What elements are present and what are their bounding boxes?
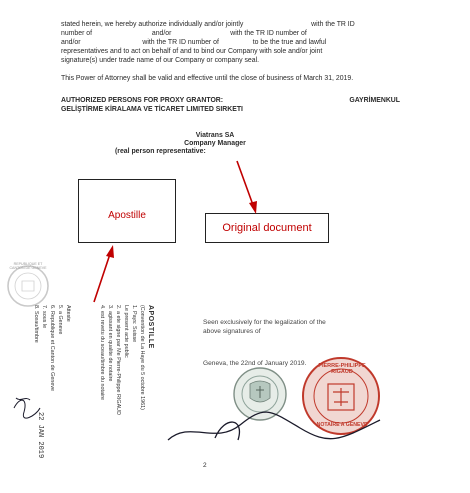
original-document-annotation-label: Original document bbox=[222, 222, 312, 234]
paragraph-line: and/or with the TR ID number of to be the true and lawful bbox=[61, 39, 327, 46]
page-number: 2 bbox=[203, 462, 207, 469]
apostille-attested: Atteste bbox=[65, 305, 71, 322]
apostille-annotation-label: Apostille bbox=[108, 210, 146, 221]
apostille-line: 5. a Geneve bbox=[57, 305, 63, 335]
legalization-text bbox=[203, 318, 326, 336]
notary-seal-name: PIERRE-PHILIPPE RIGAUD bbox=[318, 363, 366, 375]
signatory-role: (real person representative: bbox=[115, 148, 206, 155]
apostille-line: 4. est revetu du sceau/timbre du notaire bbox=[99, 305, 105, 400]
legalization-line2: above signatures of bbox=[203, 328, 261, 335]
paragraph-line: representatives and to act on behalf of and to bind our Company with sole and/or joint bbox=[61, 48, 323, 55]
paragraph-line: signature(s) under trade name of our Company or company seal. bbox=[61, 57, 260, 64]
apostille-number: 22 JAN 2019 bbox=[36, 412, 44, 459]
arrow-to-original-icon bbox=[237, 161, 257, 214]
apostille-convention: (Convention de La Haye du 5 octobre 1961) bbox=[139, 305, 145, 410]
apostille-line: 6. Republique et Canton de Geneve bbox=[49, 305, 55, 392]
signatory-title: Company Manager bbox=[184, 140, 246, 147]
apostille-line: 7. sous le bbox=[41, 305, 47, 329]
apostille-line: 1. Pays: Suisse bbox=[131, 305, 137, 343]
paragraph-line: stated herein, we hereby authorize individually and/or jointly with the TR ID bbox=[61, 21, 355, 28]
arrow-to-apostille-icon bbox=[94, 245, 114, 302]
signatory-company: Viatrans SA bbox=[195, 132, 235, 139]
apostille-line: 8. Sceau/timbre bbox=[33, 305, 39, 343]
apostille-line: 2. a ete signe par Me Pierre-Philippe RIGAUD bbox=[115, 305, 121, 415]
company-name: GELİŞTİRME KİRALAMA VE TİCARET LIMITED SIRKETI bbox=[61, 106, 243, 113]
apostille-line: 3. agissant en qualite de notaire bbox=[107, 305, 113, 382]
legalization-line1: Seen exclusively for the legalization of the bbox=[203, 319, 326, 326]
legalization-place-date: Geneva, the 22nd of January 2019. bbox=[203, 360, 307, 367]
notary-seal-bottom: NOTAIRE A GENEVE bbox=[316, 422, 368, 428]
apostille-line: Le present acte public bbox=[123, 305, 129, 358]
stamp-text: REPUBLIQUE ET CANTON DE GENEVE bbox=[9, 262, 47, 270]
paragraph-line: number of and/or with the TR ID number of bbox=[61, 30, 307, 37]
apostille-text-block bbox=[98, 305, 154, 415]
geneva-stamp-icon bbox=[8, 266, 48, 306]
notary-stamp-icon bbox=[234, 368, 286, 420]
validity-text: This Power of Attorney shall be valid and effective until the close of business of March 31, 2019. bbox=[61, 75, 354, 82]
apostille-attested-block bbox=[32, 305, 72, 391]
apostille-heading: APOSTILLE bbox=[147, 305, 154, 349]
authorized-persons-heading: AUTHORIZED PERSONS FOR PROXY GRANTOR: GAYRİMENKUL bbox=[61, 97, 400, 104]
